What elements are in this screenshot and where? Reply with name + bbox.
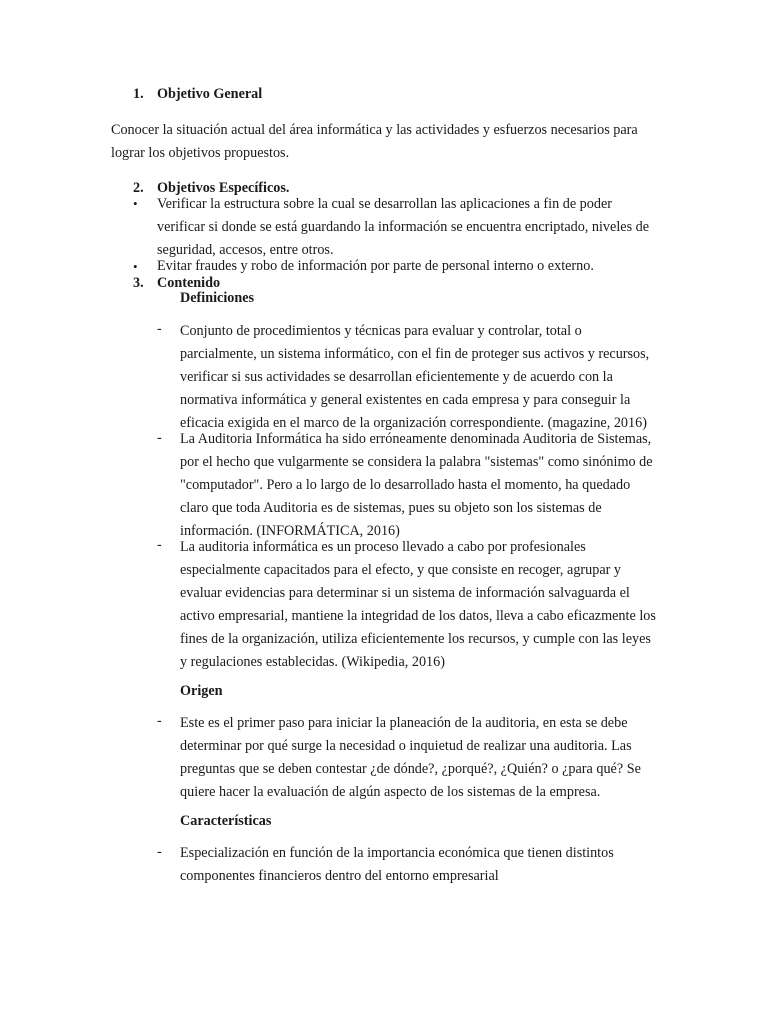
list-item-line: componentes financieros dentro del entorno empresarial	[180, 868, 499, 884]
dash-icon: -	[157, 321, 162, 337]
caracteristicas-heading: Características	[180, 813, 272, 829]
origen-heading: Origen	[180, 683, 223, 699]
list-item-line: activo empresarial, mantiene la integridad de los datos, lleva a cabo eficazmente los	[180, 608, 656, 624]
list-item-line: verificar si sus actividades se desarrollan eficientemente y de acuerdo con la	[180, 369, 613, 385]
dash-icon: -	[157, 430, 162, 446]
section-2-number: 2.	[133, 180, 144, 196]
list-item	[180, 536, 658, 674]
list-item-line: parcialmente, un sistema informático, con el fin de proteger sus activos y recursos,	[180, 346, 650, 362]
section-3-number: 3.	[133, 275, 144, 291]
list-item-line: preguntas que se deben contestar ¿de dónde?, ¿porqué?, ¿Quién? o ¿para qué? Se	[180, 761, 641, 777]
list-item-line: Verificar la estructura sobre la cual se desarrollan las aplicaciones a fin de poder	[157, 196, 612, 212]
list-item-line: seguridad, accesos, entre otros.	[157, 242, 334, 258]
dash-icon: -	[157, 713, 162, 729]
definiciones-heading: Definiciones	[180, 290, 255, 306]
list-item-line: normativa informática y general existentes en cada empresa y para conseguir la	[180, 392, 631, 408]
list-item	[180, 428, 658, 543]
list-item-line: La Auditoria Informática ha sido erróneamente denominada Auditoria de Sistemas,	[180, 431, 652, 447]
bullet-icon: •	[133, 259, 138, 274]
list-item-line: verificar si donde se está guardando la información se encuentra encriptado, niveles de	[157, 219, 650, 235]
list-item	[180, 842, 658, 888]
dash-icon: -	[157, 844, 162, 860]
list-item	[180, 712, 658, 804]
list-item-line: claro que toda Auditoria es de sistemas, pues su objeto son los sistemas de	[180, 500, 602, 516]
section-1-heading: Objetivo General	[157, 86, 263, 102]
dash-icon: -	[157, 537, 162, 553]
list-item-line: quiere hacer la evaluación de algún aspecto de los sistemas de la empresa.	[180, 784, 601, 800]
bullet-icon: •	[133, 196, 138, 211]
section-3-heading: Contenido	[157, 275, 221, 291]
section-1-number: 1.	[133, 86, 144, 102]
list-item-line: y regulaciones establecidas. (Wikipedia, 2016)	[180, 654, 445, 670]
list-item-line: Especialización en función de la importancia económica que tienen distintos	[180, 845, 614, 861]
list-item-line: "computador". Pero a lo largo de lo desarrollado hasta el momento, ha quedado	[180, 477, 631, 493]
list-item-line: fines de la organización, utiliza eficientemente los recursos, y cumple con las leyes	[180, 631, 651, 647]
list-item-line: Evitar fraudes y robo de información por parte de personal interno o externo.	[157, 258, 594, 274]
list-item-line: información. (INFORMÁTICA, 2016)	[180, 523, 400, 539]
list-item-line: especialmente capacitados para el efecto, y que consiste en recoger, agrupar y	[180, 562, 621, 578]
list-item-line: La auditoria informática es un proceso llevado a cabo por profesionales	[180, 539, 586, 555]
section-1-paragraph	[111, 119, 658, 165]
list-item-line: Este es el primer paso para iniciar la planeación de la auditoria, en esta se debe	[180, 715, 628, 731]
list-item	[157, 258, 658, 275]
list-item	[157, 193, 658, 262]
list-item-line: evaluar evidencias para determinar si un sistema de información salvaguarda el	[180, 585, 630, 601]
list-item-line: eficacia exigida en el marco de la organización correspondiente. (magazine, 2016)	[180, 415, 647, 431]
paragraph-line: lograr los objetivos propuestos.	[111, 145, 290, 161]
paragraph-line: Conocer la situación actual del área informática y las actividades y esfuerzos necesarios para	[111, 122, 638, 138]
list-item-line: por el hecho que vulgarmente se considera la palabra "sistemas" como sinónimo de	[180, 454, 653, 470]
section-2-heading: Objetivos Específicos.	[157, 180, 290, 196]
list-item-line: Conjunto de procedimientos y técnicas para evaluar y controlar, total o	[180, 323, 582, 339]
list-item	[180, 320, 658, 435]
list-item-line: determinar por qué surge la necesidad o inquietud de realizar una auditoria. Las	[180, 738, 632, 754]
